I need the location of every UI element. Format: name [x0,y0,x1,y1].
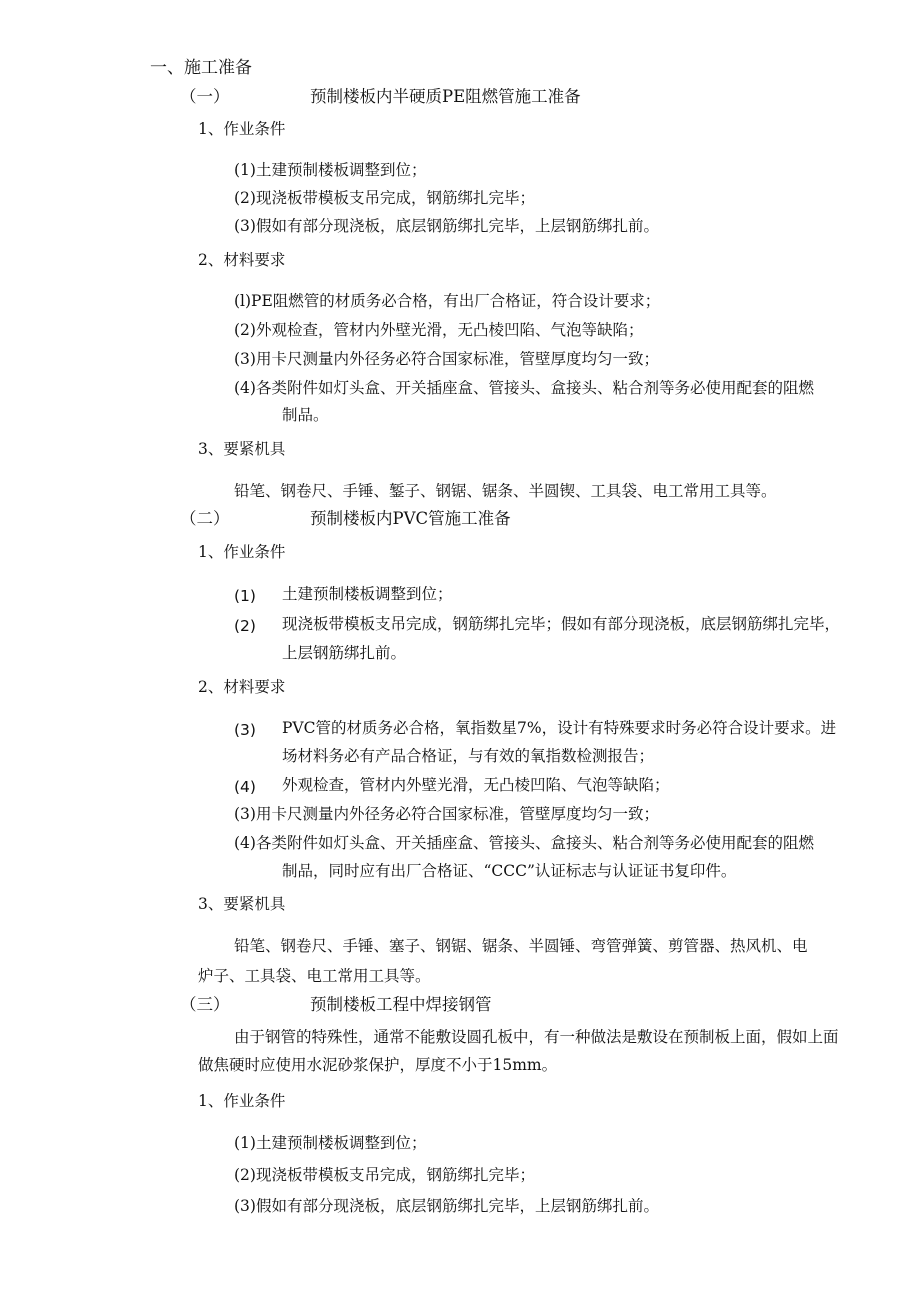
heading-main-tools: 3、要紧机具 [198,895,286,913]
intro-paragraph-continuation: 做焦硬时应使用水泥砂浆保护，厚度不小于15mm。 [198,1056,558,1074]
tools-text: 铅笔、钢卷尺、手锤、錾子、钢锯、锯条、半圆锲、工具袋、电工常用工具等。 [234,482,777,500]
condition-item: 现浇板带模板支吊完成，钢筋绑扎完毕；假如有部分现浇板，底层钢筋绑扎完毕， [282,615,841,633]
material-item: 外观检查，管材内外壁光滑，无凸棱凹陷、气泡等缺陷； [282,776,670,794]
heading-work-conditions: 1、作业条件 [198,543,286,561]
condition-item: (1)土建预制楼板调整到位； [234,1134,427,1152]
heading-main-tools: 3、要紧机具 [198,440,286,458]
condition-item: (3)假如有部分现浇板，底层钢筋绑扎完毕，上层钢筋绑扎前。 [234,1197,659,1215]
condition-item: (2)现浇板带模板支吊完成，钢筋绑扎完毕； [234,1166,535,1184]
material-item: (4)各类附件如灯头盒、开关插座盒、管接头、盒接头、粘合剂等务必使用配套的阻燃 [234,379,814,397]
intro-paragraph: 由于钢管的特殊性，通常不能敷设圆孔板中，有一种做法是敷设在预制板上面，假如上面 [234,1028,839,1046]
subsection-title: 预制楼板工程中焊接钢管 [310,995,492,1014]
heading-material-requirements: 2、材料要求 [198,251,286,269]
material-item: (4)各类附件如灯头盒、开关插座盒、管接头、盒接头、粘合剂等务必使用配套的阻燃 [234,834,814,852]
subsection-title: 预制楼板内PVC管施工准备 [310,509,511,528]
material-item: (2)外观检查，管材内外壁光滑，无凸棱凹陷、气泡等缺陷； [234,321,644,339]
material-number: (3) [234,721,256,739]
heading-material-requirements: 2、材料要求 [198,678,286,696]
subsection-title: 预制楼板内半硬质PE阻燃管施工准备 [310,87,581,106]
material-item-continuation: 制品。 [282,406,329,424]
condition-item: (3)假如有部分现浇板，底层钢筋绑扎完毕，上层钢筋绑扎前。 [234,217,659,235]
material-item: (3)用卡尺测量内外径务必符合国家标准，管壁厚度均匀一致； [234,350,659,368]
heading-work-conditions: 1、作业条件 [198,120,286,138]
condition-number: (2) [234,617,256,635]
material-item: (3)用卡尺测量内外径务必符合国家标准，管壁厚度均匀一致； [234,805,659,823]
material-number: (4) [234,778,256,796]
condition-number: (1) [234,587,256,605]
tools-text-continuation: 炉子、工具袋、电工常用工具等。 [198,967,431,985]
tools-text: 铅笔、钢卷尺、手锤、塞子、钢锯、锯条、半圆锤、弯管弹簧、剪管器、热风机、电 [234,937,808,955]
condition-item: (2)现浇板带模板支吊完成，钢筋绑扎完毕； [234,189,535,207]
material-item: PVC管的材质务必合格，氧指数星7%，设计有特殊要求时务必符合设计要求。进 [282,719,837,737]
material-item: (l)PE阻燃管的材质务必合格，有出厂合格证，符合设计要求； [234,292,661,310]
subsection-label: （三） [180,995,230,1014]
condition-item: 土建预制楼板调整到位； [282,585,453,603]
material-item-continuation: 场材料务必有产品合格证，与有效的氧指数检测报告； [282,747,655,765]
condition-item: (1)土建预制楼板调整到位； [234,161,427,179]
condition-item-continuation: 上层钢筋绑扎前。 [282,644,407,662]
section-title: 一、施工准备 [150,58,252,78]
heading-work-conditions: 1、作业条件 [198,1092,286,1110]
subsection-label: （一） [180,87,230,106]
material-item-continuation: 制品，同时应有出厂合格证、“CCC”认证标志与认证证书复印件。 [282,862,737,880]
subsection-label: （二） [180,509,230,528]
